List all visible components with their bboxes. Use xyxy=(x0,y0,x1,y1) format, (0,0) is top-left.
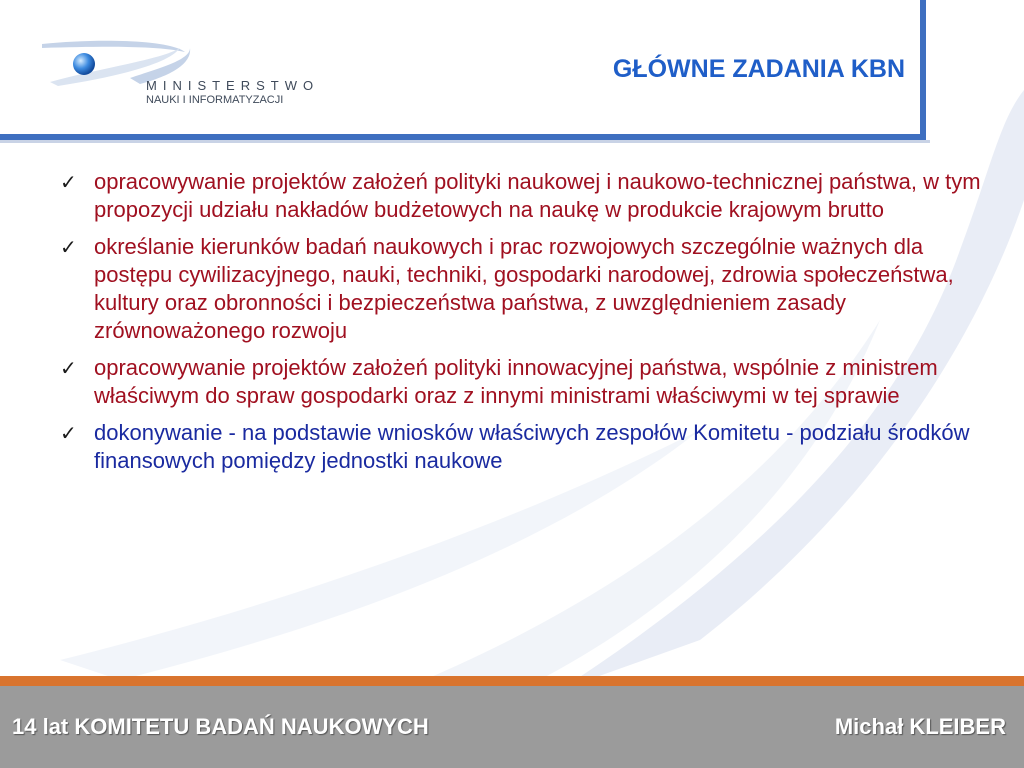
checkmark-icon: ✓ xyxy=(60,421,77,445)
logo-text-department: NAUKI I INFORMATYZACJI xyxy=(146,94,284,106)
header-border-bottom xyxy=(0,134,926,140)
list-item xyxy=(60,168,990,224)
header-border-right xyxy=(920,0,926,140)
footer-accent-bar xyxy=(0,676,1024,686)
footer-event-title: 14 lat KOMITETU BADAŃ NAUKOWYCH xyxy=(12,714,429,739)
list-item xyxy=(60,419,990,475)
list-item-text: opracowywanie projektów założeń polityki naukowej i naukowo-technicznej państwa, w tym propozycji udziału nakładów budżetowych na naukę w produkcie krajowym brutto xyxy=(94,169,981,222)
logo-text-ministry: MINISTERSTWO xyxy=(146,78,320,93)
slide-title: GŁÓWNE ZADANIA KBN xyxy=(612,55,905,83)
checkmark-icon: ✓ xyxy=(60,235,77,259)
checkmark-icon: ✓ xyxy=(60,356,77,380)
checkmark-icon: ✓ xyxy=(60,170,77,194)
list-item-text: opracowywanie projektów założeń polityki innowacyjnej państwa, wspólnie z ministrem właściwym do spraw gospodarki oraz z innymi ministrami właściwymi w tej sprawie xyxy=(94,355,938,408)
list-item xyxy=(60,354,990,410)
list-item-text: dokonywanie - na podstawie wniosków właściwych zespołów Komitetu - podziału środków finansowych pomiędzy jednostki naukowe xyxy=(94,420,970,473)
task-list xyxy=(60,168,990,484)
list-item xyxy=(60,233,990,345)
header-shadow xyxy=(0,140,930,143)
list-item-text: określanie kierunków badań naukowych i prac rozwojowych szczególnie ważnych dla postępu cywilizacyjnego, nauki, techniki, gospodarki narodowej, zdrowia społeczeństwa, kultury oraz obronności i bezpieczeństwa państwa, z uwzględnieniem zasady zrównoważonego rozwoju xyxy=(94,234,954,343)
footer-author: Michał KLEIBER xyxy=(834,714,1006,739)
